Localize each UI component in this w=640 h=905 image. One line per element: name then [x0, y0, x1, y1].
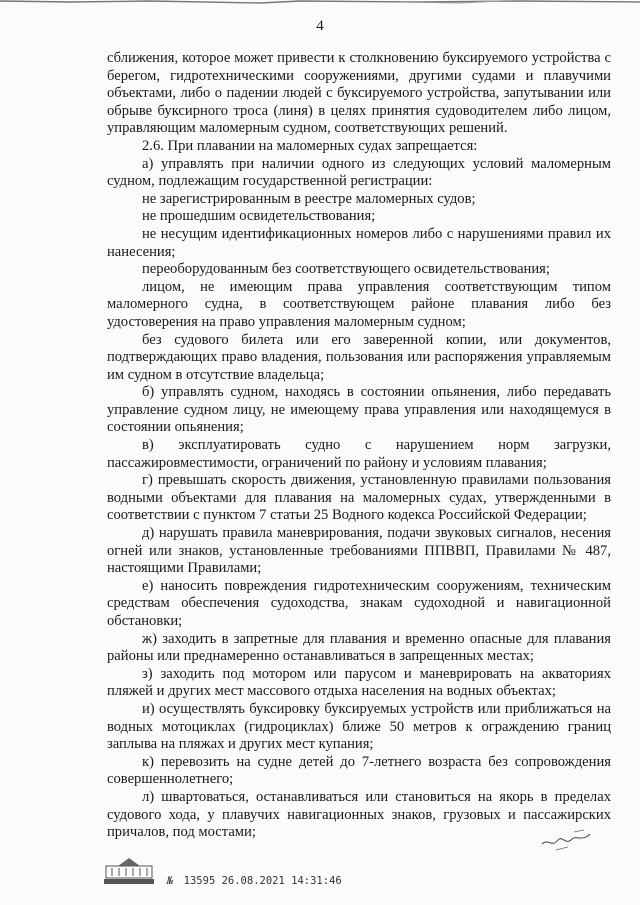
handwritten-signature	[538, 820, 598, 860]
item-i: и) осуществлять буксировку буксируемых устройств или приближаться на водных мотоциклах (гидроциклах) ближе 50 метров к ограждению границ заплыва на пляжах и других мест купания;	[107, 700, 611, 753]
item-l: л) швартоваться, останавливаться или становиться на якорь в пределах судового хода, у плавучих навигационных знаков, грузовых и пассажирских причалов, под мостами;	[107, 788, 611, 841]
item-a: а) управлять при наличии одного из следующих условий маломерным судном, подлежащим государственной регистрации:	[107, 155, 611, 190]
document-registration-stamp	[167, 875, 342, 887]
doc-date: 26.08.2021	[221, 875, 285, 887]
item-a-condition: без судового билета или его заверенной копии, или документов, подтверждающих право владения, пользования или распоряжения управляемым им судном в отсутствие владельца;	[107, 331, 611, 383]
document-body	[107, 50, 611, 842]
item-g: г) превышать скорость движения, установленную правилами пользования водными объектами для плавания на маломерных судах, утвержденными в соответствии с пунктом 7 статьи 25 Водного кодекса Российской Федерации;	[107, 472, 611, 524]
item-a-condition: не несущим идентификационных номеров либо с нарушениями правил их нанесения;	[107, 225, 611, 260]
item-a-condition: не прошедшим освидетельствования;	[142, 208, 376, 225]
section-2-6-heading: 2.6. При плавании на маломерных судах запрещается:	[142, 137, 478, 154]
doc-number: 13595	[183, 875, 216, 887]
item-d: д) нарушать правила маневрирования, подачи звуковых сигналов, несения огней или знаков, установленные требованиями ППВВП, Правилами № 487, настоящими Правилами;	[107, 525, 611, 577]
item-b: б) управлять судном, находясь в состоянии опьянения, либо передавать управление судном лицу, не имеющему права управления или находящемуся в состоянии опьянения;	[107, 384, 611, 436]
item-zh: ж) заходить в запретные для плавания и временно опасные для плавания районы или преднамеренно останавливаться в запрещенных местах;	[107, 630, 611, 665]
page-number: 4	[316, 18, 324, 34]
item-v: в) эксплуатировать судно с нарушением норм загрузки, пассажировместимости, ограничений по району и условиям плавания;	[107, 437, 611, 471]
item-k: к) перевозить на судне детей до 7-летнего возраста без сопровождения совершеннолетнего;	[107, 753, 611, 788]
item-a-condition: лицом, не имеющим права управления соответствующим типом маломерного судна, в соответствующем районе плавания либо без удостоверения на право управления маломерным судном;	[107, 278, 611, 330]
item-a-condition: не зарегистрированным в реестре маломерных судов;	[142, 190, 476, 207]
paragraph-continuation: сближения, которое может привести к столкновению буксируемого устройства с берегом, гидротехническими сооружениями, другими судами и плавучими объектами, либо о падении людей с буксируемого устройства, запутывании или обрыве буксирного троса (линя) в целях принятия судоводителем либо лицом, управляющим маломерным судном, соответствующих решений.	[107, 50, 611, 137]
doc-number-mark: №	[167, 875, 174, 887]
item-a-condition: переоборудованным без соответствующего освидетельствования;	[142, 261, 550, 278]
item-e: е) наносить повреждения гидротехническим сооружениям, техническим средствам обеспечения судоходства, знакам судоходной и навигационной обстановки;	[107, 577, 611, 629]
doc-time: 14:31:46	[291, 875, 342, 887]
building-logo-icon	[100, 856, 158, 886]
item-z: з) заходить под мотором или парусом и маневрировать на акваториях пляжей и других мест массового отдыха населения на водных объектах;	[107, 665, 611, 700]
document-footer	[100, 856, 620, 896]
scan-edge-artifact	[0, 0, 640, 6]
